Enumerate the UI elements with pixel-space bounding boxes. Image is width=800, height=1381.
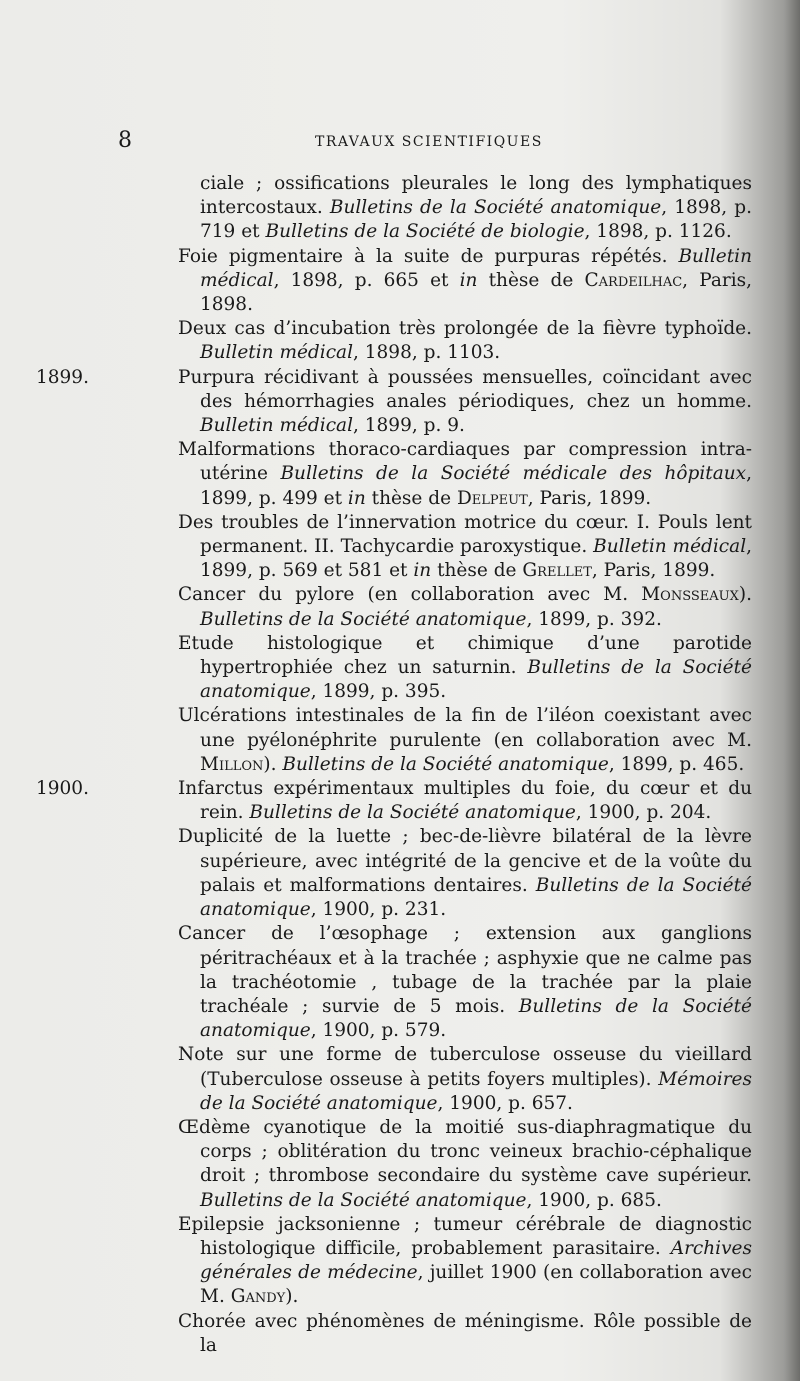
entry-text: Note sur une forme de tuberculose osseuse du vieillard (Tuberculose osseuse à petits foyers multiples). — [178, 1044, 752, 1090]
citation-title: Bulletin médical — [200, 245, 752, 291]
bibliography-list — [36, 172, 753, 1358]
citation-title: Bulletins de la Société anatomique — [200, 874, 752, 921]
bibliography-entry — [118, 172, 752, 245]
author-name: Delpeut — [456, 487, 528, 509]
bibliography-entry — [118, 1213, 752, 1310]
citation-title: in — [413, 560, 432, 582]
entry-text: , Paris, 1899. — [591, 560, 716, 582]
entry-text: Malformations thoraco-cardiaques par compression intra-utérine — [178, 439, 752, 485]
entry-text: ciale ; ossifications pleurales le long des lymphatiques intercostaux. — [200, 173, 752, 219]
entry-text: Œdème cyanotique de la moitié sus-diaphragmatique du corps ; oblitération du tronc veineux brachio-céphalique droit ; thrombose secondaire du système cave supérieur. — [178, 1116, 752, 1187]
entry-text: , juillet 1900 (en collaboration avec M. — [200, 1262, 752, 1308]
entry-text: Epilepsie jacksonienne ; tumeur cérébrale de diagnostic histologique difficile, probablement parasitaire. — [178, 1213, 752, 1259]
bibliography-entry — [118, 511, 752, 584]
entry-text: , 1900, p. 685. — [526, 1189, 662, 1211]
entry-text: , 1898, p. 665 et — [273, 269, 460, 291]
citation-title: Bulletins de la Société de biologie — [265, 221, 585, 243]
entry-year: 1899. — [36, 366, 89, 388]
citation-title: Bulletins de la Société anatomique — [329, 197, 662, 219]
entry-text: Ulcérations intestinales de la fin de l’iléon coexistant avec une pyélonéphrite purulente (en collaboration avec M. — [178, 705, 752, 751]
entry-text: , 1899, p. 499 et — [200, 463, 752, 509]
entry-text: Des troubles de l’innervation motrice du cœur. I. Pouls lent permanent. II. Tachycardie paroxystique. — [178, 511, 752, 558]
entry-text: , 1899, p. 395. — [310, 681, 447, 703]
bibliography-entry — [118, 1116, 752, 1213]
citation-title: Bulletin médical — [593, 536, 747, 558]
entry-text: Foie pigmentaire à la suite de purpuras répétés. — [178, 245, 679, 267]
entry-text: , 1898, p. 1103. — [353, 342, 501, 364]
entry-text: , 1898, p. 1126. — [584, 221, 732, 243]
entry-text: Deux cas d’incubation très prolongée de la fièvre typhoïde. — [178, 318, 752, 340]
entry-text: , 1899, p. 392. — [526, 608, 662, 630]
entry-text: ). — [285, 1286, 299, 1308]
entry-text: Chorée avec phénomènes de méningisme. Rôle possible de la — [178, 1310, 752, 1356]
entry-text: thèse de — [365, 487, 457, 509]
entry-year: 1900. — [36, 778, 89, 800]
bibliography-entry — [36, 366, 752, 439]
citation-title: Bulletin médical — [200, 415, 353, 437]
author-name: Gandy — [230, 1286, 286, 1308]
citation-title: Bulletin médical — [200, 342, 353, 364]
citation-title: Bulletins de la Société médicale des hôpitaux — [280, 463, 747, 485]
entry-text: Cancer du pylore (en collaboration avec M. — [178, 584, 642, 606]
bibliography-entry — [118, 317, 752, 365]
entry-text: , 1899, p. 569 et 581 et — [200, 536, 752, 582]
entry-text: ). — [738, 584, 752, 606]
author-name: Grellet — [522, 560, 592, 582]
citation-title: Bulletins de la Société anatomique — [200, 1189, 527, 1211]
entry-text: , 1900, p. 579. — [310, 1020, 447, 1042]
citation-title: Bulletins de la Société anatomique — [200, 608, 527, 630]
entry-text: , 1900, p. 657. — [437, 1092, 573, 1114]
bibliography-entry — [118, 583, 752, 631]
citation-title: Bulletins de la Société anatomique — [200, 995, 752, 1042]
entry-text: , Paris, 1898. — [200, 269, 752, 316]
page-number: 8 — [118, 128, 132, 153]
entry-text: , 1900, p. 204. — [575, 802, 712, 824]
citation-title: Mémoires de la Société anatomique — [200, 1068, 752, 1114]
citation-title: in — [347, 487, 366, 509]
entry-text: , 1898, p. 719 et — [200, 197, 753, 243]
bibliography-entry — [118, 1310, 752, 1358]
entry-text: Cancer de l’œsophage ; extension aux ganglions péritrachéaux et à la trachée ; asphyxie que ne calme pas la trachéotomie , tubage de la trachée par la plaie trachéale ; survie de 5 mois. — [178, 923, 752, 1017]
author-name: Cardeilhac — [584, 269, 683, 291]
entry-text: , Paris, 1899. — [527, 487, 652, 509]
citation-title: Bulletins de la Société anatomique — [282, 753, 609, 775]
bibliography-entry — [118, 704, 752, 777]
author-name: Monsseaux — [641, 584, 739, 606]
entry-text: ). — [263, 753, 283, 775]
entry-text: , 1899, p. 465. — [608, 753, 745, 775]
bibliography-entry — [36, 777, 752, 825]
bibliography-entry — [118, 825, 752, 922]
bibliography-entry — [118, 632, 752, 705]
entry-text: Duplicité de la luette ; bec-de-lièvre bilatéral de la lèvre supérieure, avec intégrité de la gencive et de la voûte du palais et malformations dentaires. — [178, 826, 752, 896]
entry-text: , 1899, p. 9. — [353, 415, 465, 437]
entry-text: thèse de — [431, 560, 523, 582]
bibliography-entry — [118, 1043, 752, 1116]
entry-text: thèse de — [477, 269, 585, 291]
entry-text: , 1900, p. 231. — [310, 899, 447, 921]
entry-text: Purpura récidivant à poussées mensuelles, coïncidant avec des hémorrhagies anales périodiques, chez un homme. — [178, 366, 752, 412]
author-name: Millon — [200, 753, 264, 775]
entry-text: Etude histologique et chimique d’une parotide hypertrophiée chez un saturnin. — [178, 632, 752, 679]
entry-text: Infarctus expérimentaux multiples du foie, du cœur et du rein. — [178, 778, 752, 824]
bibliography-entry — [118, 245, 752, 318]
running-title: TRAVAUX SCIENTIFIQUES — [315, 134, 543, 150]
bibliography-entry — [118, 922, 752, 1043]
citation-title: Archives générales de médecine — [200, 1237, 752, 1284]
citation-title: Bulletins de la Société anatomique — [249, 802, 576, 824]
citation-title: in — [459, 269, 478, 291]
bibliography-entry — [118, 438, 752, 511]
citation-title: Bulletins de la Société anatomique — [200, 657, 752, 703]
